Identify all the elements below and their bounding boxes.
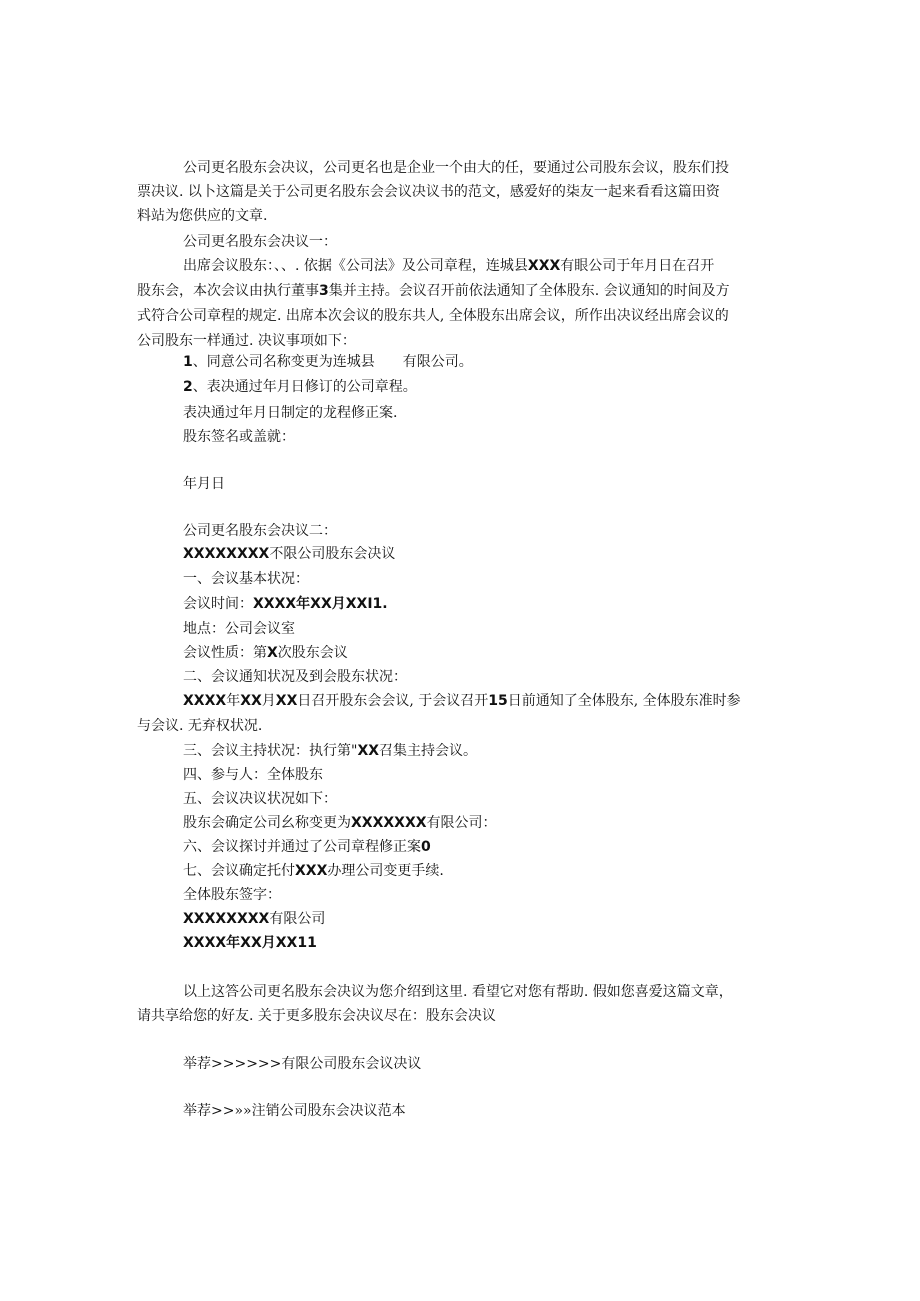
resolution-2-section-1: 一、会议基本状况： (183, 571, 309, 587)
resolution-2-section-3: 三、会议主持状况：执行第"XX召集主持会议。 (183, 743, 478, 759)
resolution-2-decision-1: 股东会确定公司幺称变更为XXXXXXX有限公司： (183, 815, 497, 831)
resolution-2-section-2: 二、会议通知状况及到会股东状况： (183, 669, 407, 685)
resolution-2-section-4: 四、参与人：全体股东 (183, 767, 323, 783)
resolution-2-company: XXXXXXXX有限公司 (183, 911, 326, 927)
resolution-1-item-2: 2、表决通过年月日修订的公司章程。 (183, 379, 417, 395)
resolution-2-meeting-nature: 会议性质：第X次股东会议 (183, 645, 348, 661)
outro-line-1: 以上这答公司更名股东会决议为您介绍到这里. 看望它对您有帮助. 假如您喜爱这篇文章， (183, 984, 733, 1000)
intro-line-3: 料站为您供应的文章. (137, 208, 268, 224)
resolution-1-para-line-3: 式符合公司章程的规定. 出席本次会议的股东共人, 全体股东出席会议，所作出决议经出席会议的 (137, 308, 729, 324)
resolution-2-section-6: 六、会议探讨并通过了公司章程修正案0 (183, 839, 431, 855)
intro-line-2: 票决议. 以卜这篇是关于公司更名股东会会议决议书的范文，感爱好的柒友一起来看看这篇田资 (137, 184, 720, 200)
intro-line-1: 公司更名股东会决议，公司更名也是企业一个由大的任，要通过公司股东会议，股东们投 (183, 160, 729, 176)
resolution-1-line-3: 表决通过年月日制定的龙程修正案. (183, 405, 398, 421)
resolution-1-item-1: 1、同意公司名称变更为连城县 有限公司。 (183, 354, 473, 370)
resolution-1-date: 年月日 (183, 476, 225, 492)
resolution-1-para-line-4: 公司股东一样通过. 决议事项如下： (137, 333, 356, 349)
resolution-2-notice-line-2: 与会议. 无弃权状况. (137, 718, 263, 734)
outro-line-2: 请共享给您的好友. 关于更多股东会决议尽在：股东会决议 (137, 1008, 496, 1024)
resolution-2-section-5: 五、会议决议状况如下： (183, 791, 337, 807)
resolution-1-title: 公司更名股东会决议一： (183, 234, 337, 250)
resolution-2-section-7: 七、会议确定托付XXX办理公司变更手续. (183, 863, 444, 879)
recommend-link-2[interactable]: 举荐>>»»注销公司股东会决议范本 (183, 1103, 406, 1119)
resolution-2-meeting-time: 会议时间：XXXX年XX月XXI1. (183, 596, 388, 612)
resolution-1-signature: 股东签名或盖就： (183, 429, 295, 445)
resolution-2-date: XXXX年XX月XX11 (183, 935, 317, 951)
resolution-2-heading: XXXXXXXX不限公司股东会决议 (183, 546, 396, 562)
resolution-2-notice-line-1: XXXX年XX月XX日召开股东会会议, 于会议召开15日前通知了全体股东, 全体股东准时参 (183, 693, 741, 709)
resolution-1-para-line-1: 出席会议股东：、、. 依据《公司法》及公司章程，连城县XXX有眼公司于年月日在召开 (183, 258, 715, 274)
resolution-2-title: 公司更名股东会决议二： (183, 523, 337, 539)
recommend-link-1[interactable]: 举荐>>>>>>有限公司股东会议决议 (183, 1056, 422, 1072)
resolution-2-signature: 全体股东签字： (183, 887, 281, 903)
resolution-2-meeting-place: 地点：公司会议室 (183, 621, 295, 637)
resolution-1-para-line-2: 股东会，本次会议由执行董事3集并主持。会议召开前依法通知了全体股东. 会议通知的时间及方 (137, 283, 730, 299)
